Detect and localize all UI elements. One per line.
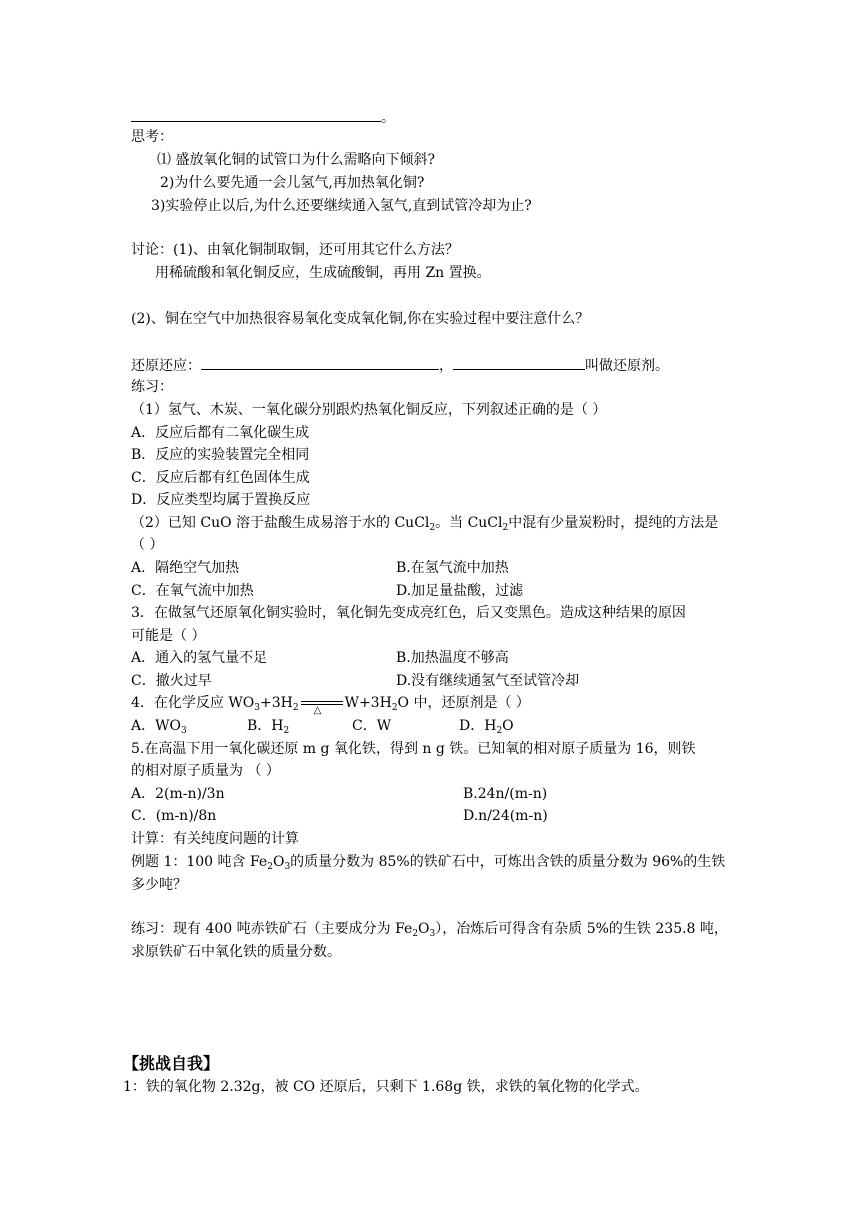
- heat-triangle-icon: △: [313, 705, 322, 716]
- practice-q3-option-d: D.没有继续通氢气至试管冷却: [396, 673, 580, 689]
- think-label: 思考：: [131, 129, 173, 145]
- practice-q3-line-2: 可能是（ ）: [131, 628, 206, 644]
- practice-q4-option-c: C．W: [352, 718, 392, 734]
- practice-q5-option-c: C．(m-n)/8n: [131, 808, 217, 824]
- practice-q5-options-cd: [131, 807, 548, 825]
- practice-q5-option-b: B.24n/(m-n): [463, 786, 548, 802]
- practice-q4-option-a: A．$WO_3$: [131, 718, 187, 736]
- practice-q1: （1）氢气、木炭、一氧化碳分别跟灼热氧化铜反应，下列叙述正确的是（ ）: [131, 402, 607, 418]
- calc-example-line-1: 例题 1：100 吨含 $Fe_2O_3$的质量分数为 85%的铁矿石中，可炼出含铁的质量分数为 96%的生铁: [131, 854, 726, 872]
- practice-q1-option-c: C．反应后都有红色固体生成: [131, 470, 310, 486]
- practice-q4-option-b: B．$H_2$: [247, 718, 290, 736]
- redox-blank-2[interactable]: [453, 355, 585, 370]
- reaction-equals-sign: [301, 696, 343, 716]
- practice-q4-option-d: D．$H_2O$: [459, 718, 514, 736]
- practice-q2-option-a: A．隔绝空气加热: [131, 560, 240, 576]
- discuss-answer-1: 用稀硫酸和氧化铜反应，生成硫酸铜，再用 Zn 置换。: [155, 265, 491, 281]
- practice-q3-option-b: B.加热温度不够高: [396, 650, 509, 666]
- answer-blank[interactable]: [131, 107, 381, 122]
- practice-q5-options-ab: [131, 785, 548, 803]
- practice-q4: 4．在化学反应 $WO_3+3H_2$ △ $W+3H_2O$ 中，还原剂是（ ）: [131, 695, 530, 716]
- practice-q3-line-1: 3．在做氢气还原氧化铜实验时，氧化铜先变成亮红色，后又变黑色。造成这种结果的原因: [131, 605, 686, 621]
- think-question-2: 2)为什么要先通一会儿氢气,再加热氧化铜?: [160, 175, 425, 191]
- practice-q1-option-d: D．反应类型均属于置换反应: [131, 492, 311, 508]
- calc-practice-line-2: 求原铁矿石中氧化铁的质量分数。: [131, 944, 341, 960]
- practice-q2-option-d: D.加足量盐酸，过滤: [396, 583, 524, 599]
- practice-q5-line-1: 5.在高温下用一氧化碳还原 m g 氧化铁，得到 n g 铁。已知氧的相对原子质量为 16，则铁: [131, 741, 696, 757]
- discuss-question-1: 讨论：(1)、由氧化铜制取铜，还可用其它什么方法？: [131, 242, 459, 258]
- practice-q2-option-c: C．在氧气流中加热: [131, 583, 254, 599]
- practice-q1-option-a: A．反应后都有二氧化碳生成: [131, 425, 310, 441]
- calc-label: 计算：有关纯度问题的计算: [131, 831, 299, 847]
- practice-q3-option-a: A．通入的氢气量不足: [131, 650, 268, 666]
- redox-blank-1[interactable]: [201, 355, 439, 370]
- discuss-question-2: (2)、铜在空气中加热很容易氧化变成氧化铜,你在实验过程中要注意什么？: [131, 311, 590, 327]
- practice-q3-options-ab: [131, 649, 509, 667]
- practice-q2: （2）已知 CuO 溶于盐酸生成易溶于水的 CuCl$_2$。当 CuCl$_2$中混有少量炭粉时，提纯的方法是: [131, 515, 719, 533]
- practice-q2-options-ab: [131, 559, 509, 577]
- think-question-3: 3)实验停止以后,为什么还要继续通入氢气,直到试管冷却为止?: [151, 198, 532, 214]
- redox-label: 还原还应：: [131, 358, 201, 374]
- practice-q1-option-b: B．反应的实验装置完全相同: [131, 447, 310, 463]
- practice-q2-answer-paren: （ ）: [131, 537, 164, 553]
- practice-q5-option-a: A．2(m-n)/3n: [131, 786, 225, 802]
- practice-q5-option-d: D.n/24(m-n): [463, 808, 548, 824]
- practice-q3-option-c: C．撤火过早: [131, 673, 212, 689]
- redox-definition: 还原还应： ， 叫做还原剂。: [131, 355, 669, 373]
- practice-q2-option-b: B.在氢气流中加热: [396, 560, 509, 576]
- think-question-1: ⑴ 盛放氧化铜的试管口为什么需略向下倾斜?: [157, 152, 435, 168]
- practice-q3-options-cd: [131, 672, 580, 690]
- answer-line: 。: [131, 107, 395, 125]
- practice-q5-line-2: 的相对原子质量为 （ ）: [131, 763, 280, 779]
- calc-example-line-2: 多少吨？: [131, 877, 187, 893]
- challenge-heading: 【挑战自我】: [123, 1054, 220, 1073]
- challenge-question-1: 1：铁的氧化物 2.32g，被 CO 还原后，只剩下 1.68g 铁，求铁的氧化物的化学式。: [123, 1079, 649, 1095]
- calc-practice-line-1: 练习：现有 400 吨赤铁矿石（主要成分为 $Fe_2O_3$），冶炼后可得含有杂质 5%的生铁 235.8 吨，: [131, 921, 728, 939]
- practice-label: 练习：: [131, 379, 173, 395]
- practice-q2-options-cd: [131, 582, 524, 600]
